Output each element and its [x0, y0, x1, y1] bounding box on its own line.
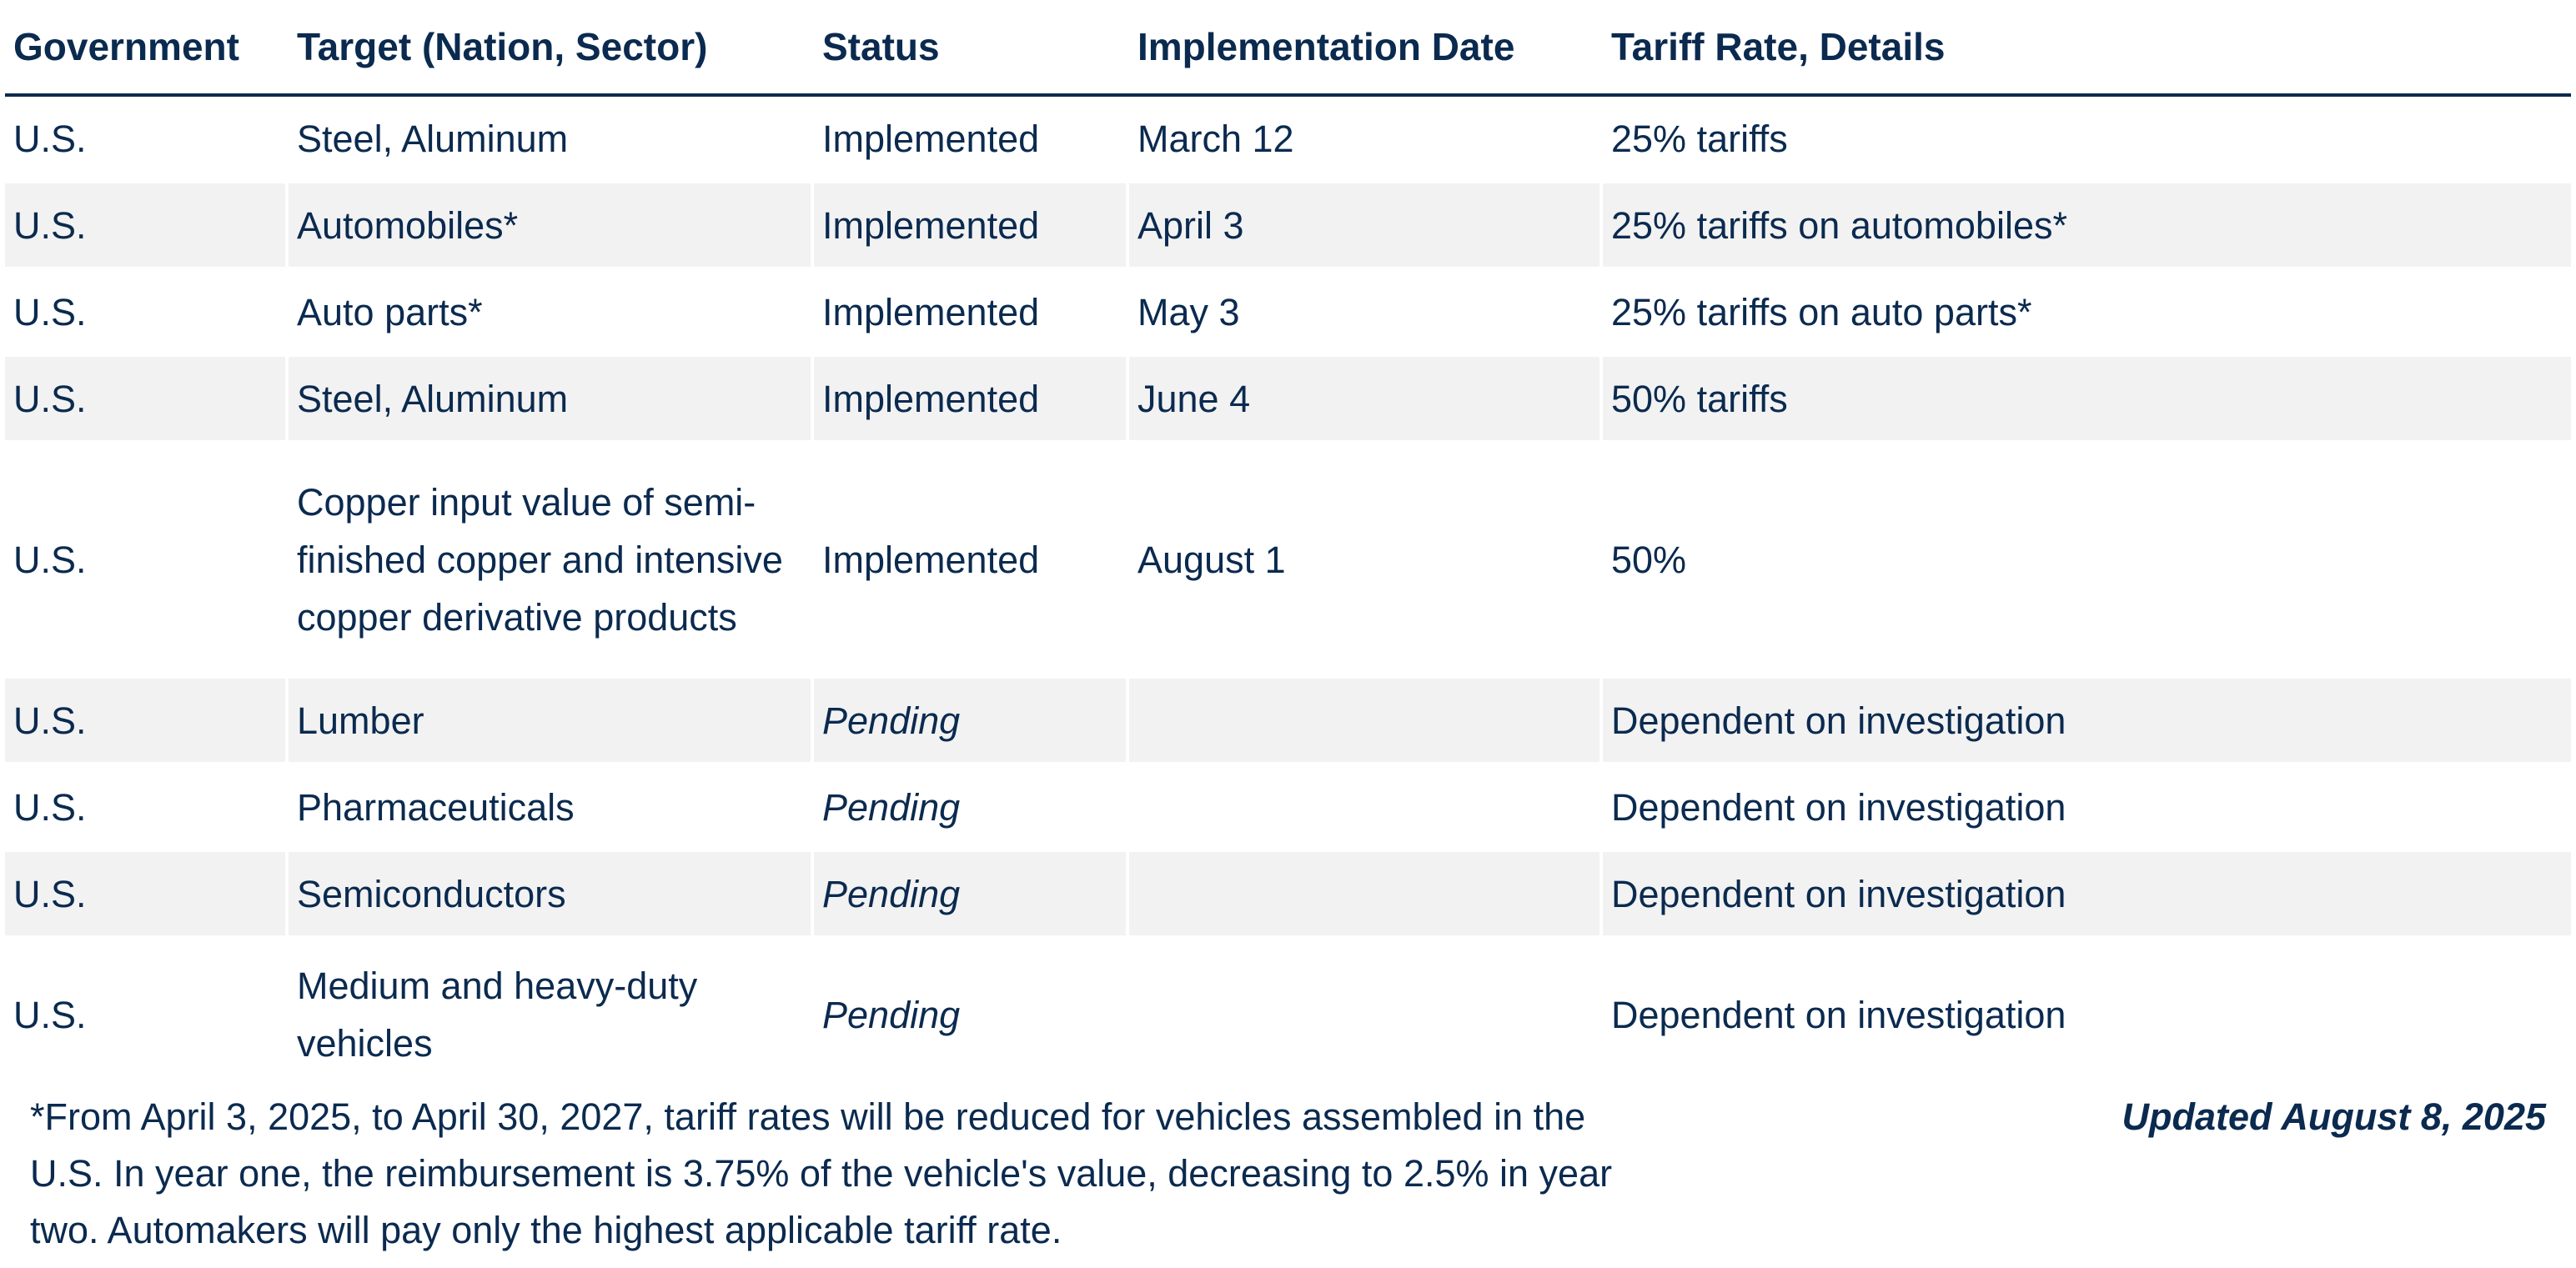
header-tariff-rate: Tariff Rate, Details: [1603, 0, 2571, 97]
cell-target: Steel, Aluminum: [289, 97, 814, 183]
table-row: [5, 183, 2571, 270]
cell-status: Implemented: [814, 357, 1129, 444]
cell-government: U.S.: [5, 852, 289, 939]
table-body: [5, 97, 2571, 1094]
cell-date: August 1: [1129, 444, 1603, 679]
cell-tariff: 25% tariffs on automobiles*: [1603, 183, 2571, 270]
cell-date: [1129, 939, 1603, 1094]
cell-target: Lumber: [289, 679, 814, 765]
cell-status: Implemented: [814, 270, 1129, 357]
cell-government: U.S.: [5, 679, 289, 765]
cell-status: Pending: [814, 765, 1129, 852]
table-row: [5, 357, 2571, 444]
cell-target: Semiconductors: [289, 852, 814, 939]
cell-government: U.S.: [5, 183, 289, 270]
table-row: [5, 270, 2571, 357]
cell-target: Pharmaceuticals: [289, 765, 814, 852]
cell-date: April 3: [1129, 183, 1603, 270]
cell-tariff: Dependent on investigation: [1603, 939, 2571, 1094]
cell-target: Steel, Aluminum: [289, 357, 814, 444]
header-implementation-date: Implementation Date: [1129, 0, 1603, 97]
cell-target: Auto parts*: [289, 270, 814, 357]
header-government: Government: [5, 0, 289, 97]
cell-status: Pending: [814, 679, 1129, 765]
updated-date: Updated August 8, 2025: [2122, 1095, 2546, 1138]
cell-target: Copper input value of semi-finished copper and intensive copper derivative products: [289, 444, 814, 679]
cell-status: Implemented: [814, 97, 1129, 183]
cell-tariff: Dependent on investigation: [1603, 852, 2571, 939]
cell-tariff: Dependent on investigation: [1603, 765, 2571, 852]
cell-government: U.S.: [5, 765, 289, 852]
cell-government: U.S.: [5, 444, 289, 679]
cell-tariff: 50%: [1603, 444, 2571, 679]
tariff-table: [5, 0, 2571, 1094]
cell-tariff: 25% tariffs: [1603, 97, 2571, 183]
table-row: [5, 765, 2571, 852]
header-row: [5, 0, 2571, 97]
cell-tariff: 50% tariffs: [1603, 357, 2571, 444]
cell-tariff: Dependent on investigation: [1603, 679, 2571, 765]
cell-target: Automobiles*: [289, 183, 814, 270]
table-row: [5, 679, 2571, 765]
table-row: [5, 97, 2571, 183]
cell-status: Implemented: [814, 444, 1129, 679]
cell-status: Pending: [814, 852, 1129, 939]
cell-status: Pending: [814, 939, 1129, 1094]
cell-date: March 12: [1129, 97, 1603, 183]
table-header: [5, 0, 2571, 97]
table-row: [5, 939, 2571, 1094]
table-row: [5, 852, 2571, 939]
cell-government: U.S.: [5, 939, 289, 1094]
cell-date: [1129, 679, 1603, 765]
header-status: Status: [814, 0, 1129, 97]
cell-government: U.S.: [5, 97, 289, 183]
cell-status: Implemented: [814, 183, 1129, 270]
cell-date: June 4: [1129, 357, 1603, 444]
cell-tariff: 25% tariffs on auto parts*: [1603, 270, 2571, 357]
cell-target: Medium and heavy-duty vehicles: [289, 939, 814, 1094]
cell-government: U.S.: [5, 270, 289, 357]
cell-date: May 3: [1129, 270, 1603, 357]
cell-date: [1129, 852, 1603, 939]
header-target: Target (Nation, Sector): [289, 0, 814, 97]
footnote: *From April 3, 2025, to April 30, 2027, tariff rates will be reduced for vehicles assembled in the U.S. In year one, the reimbursement is 3.75% of the vehicle's value, decreasing to 2.5% in year two. Automakers will pay only the highest applicable tariff rate.: [30, 1095, 1613, 1251]
table-row: [5, 444, 2571, 679]
cell-date: [1129, 765, 1603, 852]
cell-government: U.S.: [5, 357, 289, 444]
